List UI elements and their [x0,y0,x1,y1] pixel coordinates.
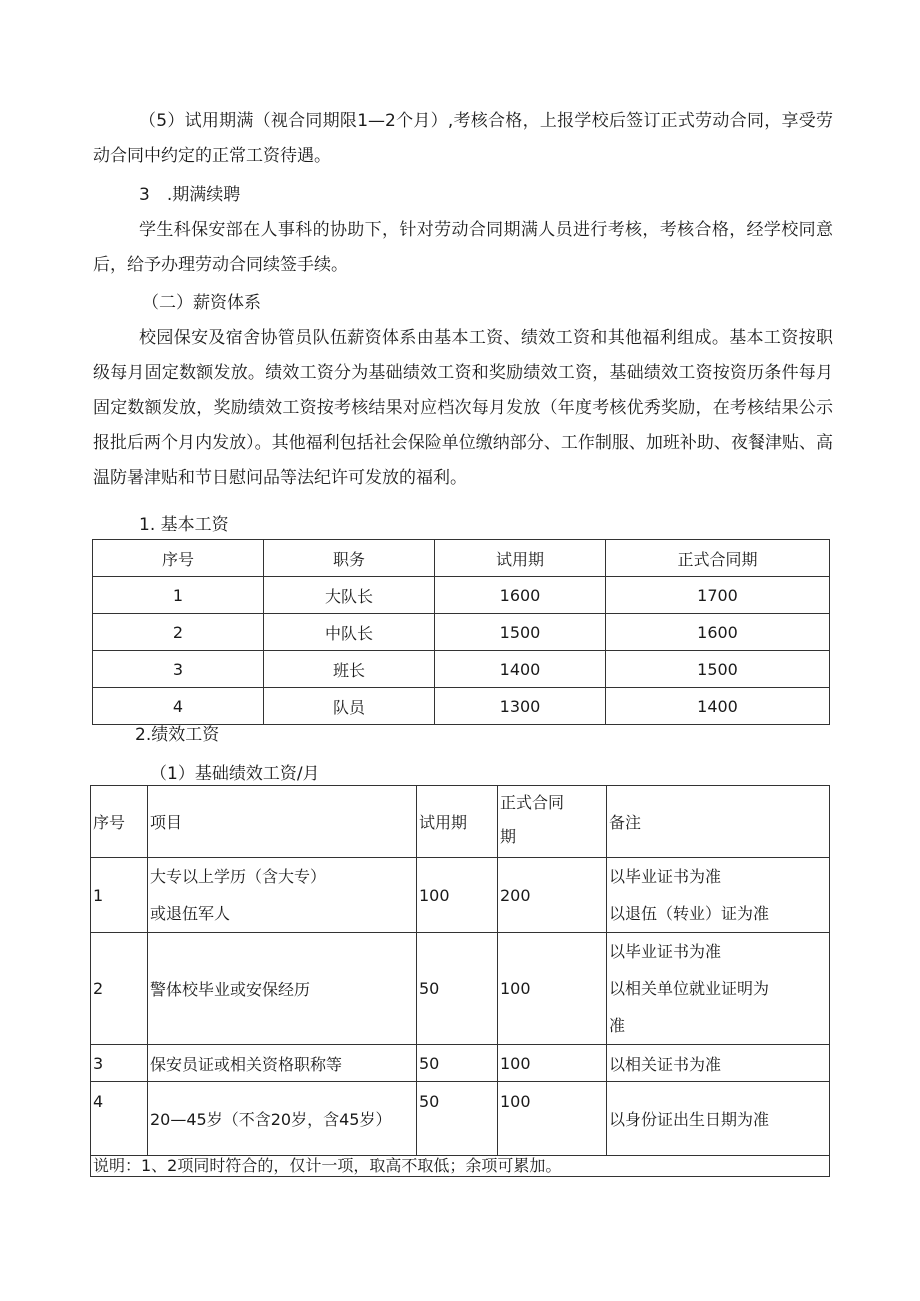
table-row [93,614,830,651]
col-header-trial: 试用期 [417,786,498,858]
basic-salary-table [92,539,830,725]
cell-note: 以身份证出生日期为准 [607,1082,830,1156]
cell-no: 3 [93,651,264,688]
cell-note-line: 以退伍（转业）证为准 [609,904,770,923]
table-header-row [93,540,830,577]
cell-position: 中队长 [264,614,435,651]
paragraph-salary-system: 校园保安及宿舍协管员队伍薪资体系由基本工资、绩效工资和其他福利组成。基本工资按职级每月固定数额发放。绩效工资分为基础绩效工资和奖励绩效工资，基础绩效工资按资历条件每月固定数额发放，奖励绩效工资按考核结果对应档次每月发放（年度考核优秀奖励，在考核结果公示报批后两个月内发放）。其他福利包括社会保险单位缴纳部分、工作制服、加班补助、夜餐津贴、高温防暑津贴和节日慰问品等法纪许可发放的福利。 [93,328,833,488]
cell-trial: 1400 [435,651,606,688]
cell-note [607,858,830,933]
cell-contract: 100 [498,1045,607,1082]
cell-position: 大队长 [264,577,435,614]
heading-renewal: 3 .期满续聘 [139,185,241,205]
cell-trial: 50 [417,1082,498,1156]
cell-contract: 1700 [606,577,830,614]
performance-salary-table [90,785,830,1177]
cell-item-line: 或退伍军人 [150,904,231,923]
cell-trial: 50 [417,1045,498,1082]
table-header-row [91,786,830,858]
table-row [91,1045,830,1082]
cell-trial: 1500 [435,614,606,651]
col-header-no: 序号 [93,540,264,577]
cell-contract: 200 [498,858,607,933]
col-header-trial: 试用期 [435,540,606,577]
cell-no: 3 [91,1045,148,1082]
table-note-row [91,1156,830,1177]
cell-trial: 100 [417,858,498,933]
cell-contract: 100 [498,1082,607,1156]
paragraph-probation-end: （5）试用期满（视合同期限1—2个月）,考核合格，上报学校后签订正式劳动合同，享受劳动合同中约定的正常工资待遇。 [93,111,833,166]
cell-note [607,933,830,1045]
cell-no: 4 [93,688,264,725]
col-header-note: 备注 [607,786,830,858]
cell-item-line: 大专以上学历（含大专） [150,867,327,886]
cell-no: 2 [93,614,264,651]
cell-contract: 100 [498,933,607,1045]
cell-note-line: 以相关单位就业证明为 [609,979,770,998]
cell-trial: 50 [417,933,498,1045]
cell-note-line: 以毕业证书为准 [609,867,722,886]
col-header-contract: 正式合同期 [606,540,830,577]
col-header-position: 职务 [264,540,435,577]
col-header-contract-line: 期 [500,827,517,846]
cell-position: 队员 [264,688,435,725]
cell-contract: 1600 [606,614,830,651]
col-header-contract [498,786,607,858]
cell-contract: 1400 [606,688,830,725]
heading-performance-salary: 2.绩效工资 [135,725,220,745]
cell-no: 1 [91,858,148,933]
col-header-item: 项目 [148,786,417,858]
table-row [93,577,830,614]
cell-item: 警体校毕业或安保经历 [148,933,417,1045]
cell-no: 1 [93,577,264,614]
heading-salary-system: （二）薪资体系 [142,293,261,313]
table-row [91,933,830,1045]
table-row [91,1082,830,1156]
cell-no: 2 [91,933,148,1045]
cell-item: 保安员证或相关资格职称等 [148,1045,417,1082]
cell-note-line: 准 [609,1016,626,1035]
cell-position: 班长 [264,651,435,688]
table-footnote: 说明：1、2项同时符合的，仅计一项，取高不取低；余项可累加。 [91,1156,830,1177]
heading-basic-salary: 1. 基本工资 [139,515,229,535]
cell-contract: 1500 [606,651,830,688]
paragraph-renewal: 学生科保安部在人事科的协助下，针对劳动合同期满人员进行考核，考核合格，经学校同意后，给予办理劳动合同续签手续。 [93,220,833,275]
table-row [93,651,830,688]
cell-item [148,858,417,933]
col-header-contract-line: 正式合同 [500,793,565,812]
cell-item: 20—45岁（不含20岁，含45岁） [148,1082,417,1156]
heading-base-performance: （1）基础绩效工资/月 [150,764,320,784]
col-header-no: 序号 [91,786,148,858]
table-row [91,858,830,933]
cell-note: 以相关证书为准 [607,1045,830,1082]
table-row [93,688,830,725]
cell-trial: 1600 [435,577,606,614]
cell-trial: 1300 [435,688,606,725]
cell-note-line: 以毕业证书为准 [609,942,722,961]
cell-no: 4 [91,1082,148,1156]
